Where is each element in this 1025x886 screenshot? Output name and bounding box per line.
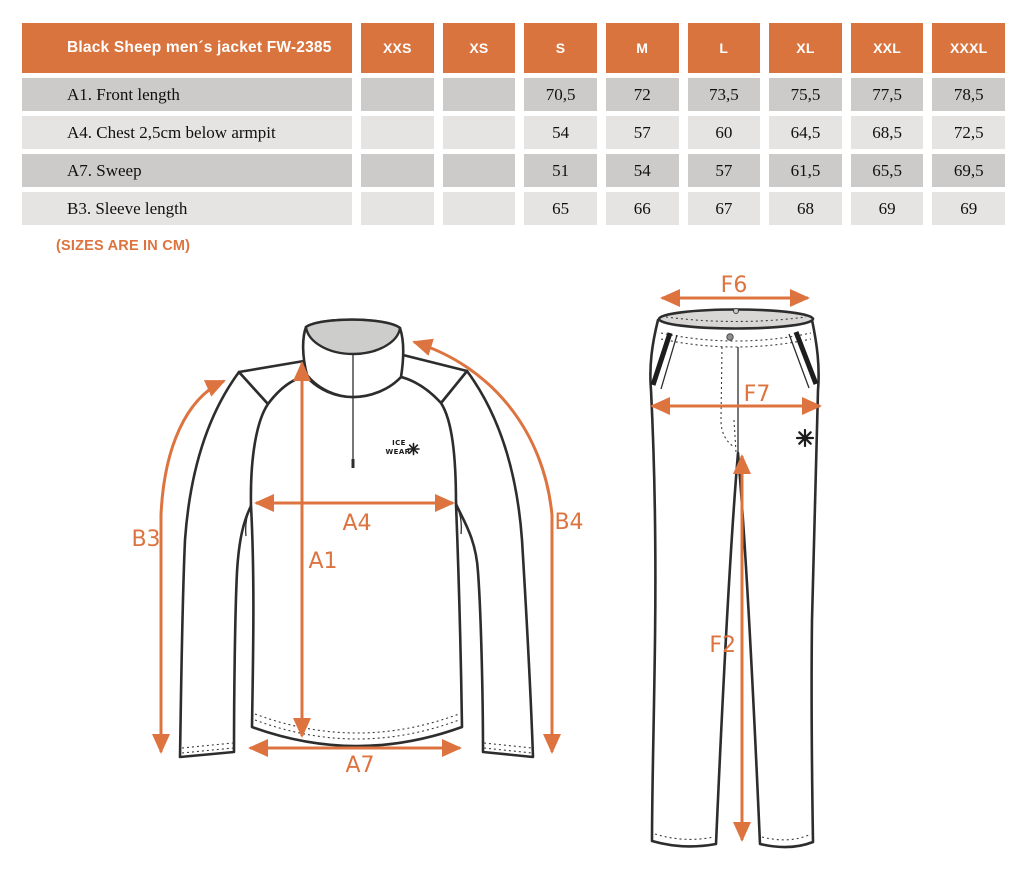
table-cell: 64,5 bbox=[769, 116, 842, 149]
column-header-xxl: XXL bbox=[851, 23, 924, 73]
column-header-xxxl: XXXL bbox=[932, 23, 1005, 73]
column-header-xxs: XXS bbox=[361, 23, 434, 73]
table-cell bbox=[443, 154, 516, 187]
table-cell: 70,5 bbox=[524, 78, 597, 111]
row-label-b3: B3. Sleeve length bbox=[22, 192, 352, 225]
table-cell bbox=[443, 78, 516, 111]
column-header-l: L bbox=[688, 23, 761, 73]
table-cell: 68 bbox=[769, 192, 842, 225]
pants-diagram bbox=[650, 273, 820, 847]
column-header-xs: XS bbox=[443, 23, 516, 73]
measure-label-a4: A4 bbox=[342, 511, 372, 536]
sizes-note: (SIZES ARE IN CM) bbox=[56, 238, 191, 254]
measure-label-f6: F6 bbox=[720, 273, 748, 298]
measure-label-b4: B4 bbox=[554, 510, 584, 535]
table-cell: 72,5 bbox=[932, 116, 1005, 149]
table-cell: 65 bbox=[524, 192, 597, 225]
measure-label-f7: F7 bbox=[743, 382, 771, 407]
measure-label-a1: A1 bbox=[308, 549, 338, 574]
column-header-s: S bbox=[524, 23, 597, 73]
pants-body bbox=[650, 320, 818, 847]
row-label-a7: A7. Sweep bbox=[22, 154, 352, 187]
snowflake-icon bbox=[408, 444, 419, 455]
table-cell bbox=[443, 192, 516, 225]
row-label-a1: A1. Front length bbox=[22, 78, 352, 111]
pants-button bbox=[727, 334, 733, 340]
table-cell: 69 bbox=[851, 192, 924, 225]
snowflake-icon bbox=[797, 430, 813, 446]
garment-diagrams bbox=[0, 268, 1025, 886]
table-cell: 67 bbox=[688, 192, 761, 225]
table-cell: 78,5 bbox=[932, 78, 1005, 111]
table-cell bbox=[361, 192, 434, 225]
icewear-logo-line2: WEAR bbox=[385, 448, 411, 456]
table-cell: 54 bbox=[606, 154, 679, 187]
jacket-diagram bbox=[131, 320, 583, 778]
table-cell: 77,5 bbox=[851, 78, 924, 111]
table-cell: 75,5 bbox=[769, 78, 842, 111]
measure-label-f2: F2 bbox=[709, 633, 736, 658]
column-header-xl: XL bbox=[769, 23, 842, 73]
row-label-a4: A4. Chest 2,5cm below armpit bbox=[22, 116, 352, 149]
table-cell bbox=[361, 154, 434, 187]
table-cell bbox=[443, 116, 516, 149]
table-cell: 60 bbox=[688, 116, 761, 149]
table-cell: 73,5 bbox=[688, 78, 761, 111]
table-cell: 72 bbox=[606, 78, 679, 111]
table-cell: 61,5 bbox=[769, 154, 842, 187]
table-cell: 69,5 bbox=[932, 154, 1005, 187]
jacket-body bbox=[251, 376, 462, 746]
table-cell: 54 bbox=[524, 116, 597, 149]
measure-label-a7: A7 bbox=[345, 753, 375, 778]
table-cell: 69 bbox=[932, 192, 1005, 225]
table-cell bbox=[361, 116, 434, 149]
table-title: Black Sheep men´s jacket FW-2385 bbox=[22, 23, 352, 73]
column-header-m: M bbox=[606, 23, 679, 73]
table-cell: 66 bbox=[606, 192, 679, 225]
table-cell: 65,5 bbox=[851, 154, 924, 187]
table-cell: 57 bbox=[606, 116, 679, 149]
table-cell bbox=[361, 78, 434, 111]
measure-label-b3: B3 bbox=[131, 527, 161, 552]
table-cell: 57 bbox=[688, 154, 761, 187]
size-table bbox=[22, 23, 1005, 225]
table-cell: 51 bbox=[524, 154, 597, 187]
table-cell: 68,5 bbox=[851, 116, 924, 149]
waist-back-loop bbox=[734, 309, 739, 314]
icewear-logo-line1: ICE bbox=[392, 439, 406, 447]
